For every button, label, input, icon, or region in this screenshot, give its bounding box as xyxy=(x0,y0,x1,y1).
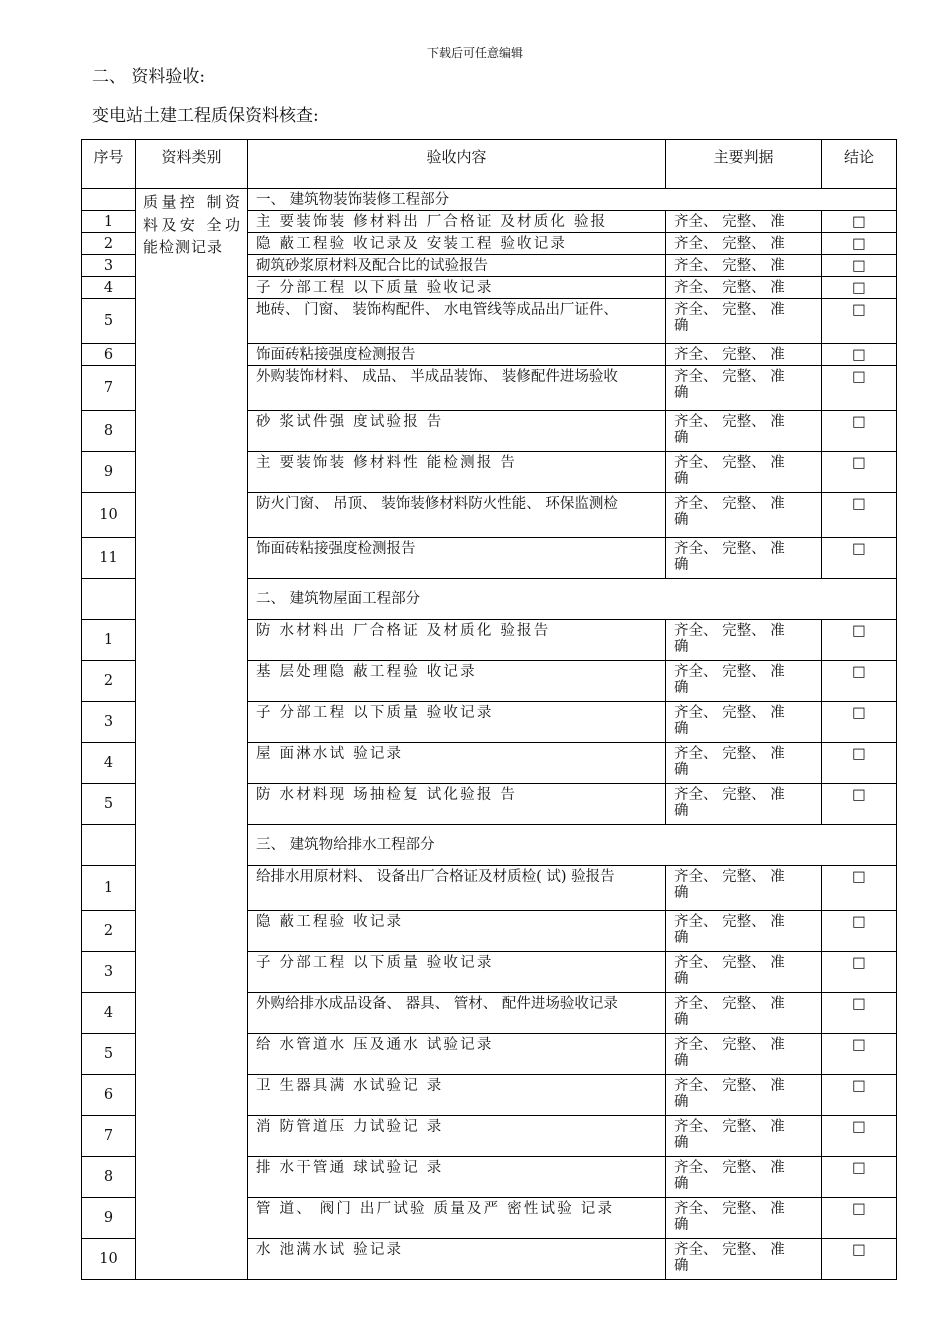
row-content: 管 道、 阀门 出厂试验 质量及严 密性试验 记录 xyxy=(248,1198,666,1239)
row-content: 地砖、 门窗、 装饰构配件、 水电管线等成品出厂证件、 xyxy=(248,299,666,344)
row-number: 1 xyxy=(82,211,136,233)
row-number xyxy=(82,579,136,620)
conclusion-checkbox[interactable]: □ xyxy=(822,1157,897,1198)
row-criteria: 齐全、 完整、 准 确 xyxy=(666,1157,822,1198)
row-criteria: 齐全、 完整、 准 xyxy=(666,255,822,277)
conclusion-checkbox[interactable]: □ xyxy=(822,743,897,784)
row-number: 9 xyxy=(82,452,136,493)
header-conclusion: 结论 xyxy=(822,140,897,189)
row-criteria: 齐全、 完整、 准 确 xyxy=(666,911,822,952)
section-title: 一、 建筑物装饰装修工程部分 xyxy=(248,189,897,211)
row-content: 隐 蔽工程验 收记录 xyxy=(248,911,666,952)
row-criteria: 齐全、 完整、 准 确 xyxy=(666,1198,822,1239)
row-content: 排 水干管通 球试验记 录 xyxy=(248,1157,666,1198)
header-criteria: 主要判据 xyxy=(666,140,822,189)
row-number: 6 xyxy=(82,1075,136,1116)
row-content: 饰面砖粘接强度检测报告 xyxy=(248,538,666,579)
conclusion-checkbox[interactable]: □ xyxy=(822,538,897,579)
row-criteria: 齐全、 完整、 准 确 xyxy=(666,952,822,993)
header-category: 资料类别 xyxy=(136,140,248,189)
row-content: 消 防管道压 力试验记 录 xyxy=(248,1116,666,1157)
row-number xyxy=(82,189,136,211)
row-number: 4 xyxy=(82,993,136,1034)
conclusion-checkbox[interactable]: □ xyxy=(822,993,897,1034)
section-row xyxy=(82,189,897,211)
row-criteria: 齐全、 完整、 准 确 xyxy=(666,1239,822,1280)
row-content: 子 分部工程 以下质量 验收记录 xyxy=(248,702,666,743)
conclusion-checkbox[interactable]: □ xyxy=(822,299,897,344)
section-title: 三、 建筑物给排水工程部分 xyxy=(248,825,897,866)
conclusion-checkbox[interactable]: □ xyxy=(822,1075,897,1116)
row-criteria: 齐全、 完整、 准 确 xyxy=(666,538,822,579)
row-content: 给排水用原材料、 设备出厂合格证及材质检( 试) 验报告 xyxy=(248,866,666,911)
table-body xyxy=(82,140,897,1280)
table-header-row xyxy=(82,140,897,189)
conclusion-checkbox[interactable]: □ xyxy=(822,911,897,952)
row-number: 4 xyxy=(82,743,136,784)
row-criteria: 齐全、 完整、 准 确 xyxy=(666,784,822,825)
row-number: 9 xyxy=(82,1198,136,1239)
category-cell: 质量控 制资料及安 全功能检测记录 xyxy=(136,189,248,1280)
conclusion-checkbox[interactable]: □ xyxy=(822,1034,897,1075)
row-number: 3 xyxy=(82,702,136,743)
row-content: 防 水材料出 厂合格证 及材质化 验报告 xyxy=(248,620,666,661)
row-number: 10 xyxy=(82,1239,136,1280)
row-criteria: 齐全、 完整、 准 确 xyxy=(666,366,822,411)
header-content: 验收内容 xyxy=(248,140,666,189)
row-criteria: 齐全、 完整、 准 确 xyxy=(666,452,822,493)
table-title: 变电站土建工程质保资料核查: xyxy=(92,106,319,126)
row-number: 3 xyxy=(82,952,136,993)
row-criteria: 齐全、 完整、 准 确 xyxy=(666,411,822,452)
header-no: 序号 xyxy=(82,140,136,189)
row-criteria: 齐全、 完整、 准 确 xyxy=(666,1075,822,1116)
row-number: 5 xyxy=(82,1034,136,1075)
row-criteria: 齐全、 完整、 准 确 xyxy=(666,661,822,702)
row-content: 子 分部工程 以下质量 验收记录 xyxy=(248,952,666,993)
section-heading: 二、 资料验收: xyxy=(92,67,206,87)
conclusion-checkbox[interactable]: □ xyxy=(822,344,897,366)
row-number: 3 xyxy=(82,255,136,277)
conclusion-checkbox[interactable]: □ xyxy=(822,452,897,493)
conclusion-checkbox[interactable]: □ xyxy=(822,211,897,233)
row-content: 子 分部工程 以下质量 验收记录 xyxy=(248,277,666,299)
row-number: 4 xyxy=(82,277,136,299)
row-number: 5 xyxy=(82,299,136,344)
conclusion-checkbox[interactable]: □ xyxy=(822,702,897,743)
row-number: 1 xyxy=(82,620,136,661)
row-content: 外购给排水成品设备、 器具、 管材、 配件进场验收记录 xyxy=(248,993,666,1034)
row-criteria: 齐全、 完整、 准 确 xyxy=(666,993,822,1034)
row-content: 主 要装饰装 修材料出 厂合格证 及材质化 验报 xyxy=(248,211,666,233)
row-content: 防 水材料现 场抽检复 试化验报 告 xyxy=(248,784,666,825)
conclusion-checkbox[interactable]: □ xyxy=(822,661,897,702)
row-criteria: 齐全、 完整、 准 确 xyxy=(666,743,822,784)
row-content: 主 要装饰装 修材料性 能检测报 告 xyxy=(248,452,666,493)
row-criteria: 齐全、 完整、 准 xyxy=(666,277,822,299)
row-number xyxy=(82,825,136,866)
row-content: 基 层处理隐 蔽工程验 收记录 xyxy=(248,661,666,702)
row-number: 7 xyxy=(82,366,136,411)
conclusion-checkbox[interactable]: □ xyxy=(822,493,897,538)
row-number: 5 xyxy=(82,784,136,825)
row-criteria: 齐全、 完整、 准 确 xyxy=(666,702,822,743)
conclusion-checkbox[interactable]: □ xyxy=(822,784,897,825)
row-number: 8 xyxy=(82,411,136,452)
row-criteria: 齐全、 完整、 准 xyxy=(666,233,822,255)
row-criteria: 齐全、 完整、 准 确 xyxy=(666,866,822,911)
row-criteria: 齐全、 完整、 准 xyxy=(666,344,822,366)
conclusion-checkbox[interactable]: □ xyxy=(822,1198,897,1239)
row-criteria: 齐全、 完整、 准 确 xyxy=(666,620,822,661)
row-content: 给 水管道水 压及通水 试验记录 xyxy=(248,1034,666,1075)
row-criteria: 齐全、 完整、 准 确 xyxy=(666,1116,822,1157)
section-title: 二、 建筑物屋面工程部分 xyxy=(248,579,897,620)
row-number: 2 xyxy=(82,911,136,952)
row-number: 1 xyxy=(82,866,136,911)
conclusion-checkbox[interactable]: □ xyxy=(822,411,897,452)
row-number: 2 xyxy=(82,661,136,702)
inspection-table xyxy=(81,139,897,1280)
row-criteria: 齐全、 完整、 准 确 xyxy=(666,1034,822,1075)
row-number: 7 xyxy=(82,1116,136,1157)
row-criteria: 齐全、 完整、 准 确 xyxy=(666,493,822,538)
row-content: 隐 蔽工程验 收记录及 安装工程 验收记录 xyxy=(248,233,666,255)
row-number: 8 xyxy=(82,1157,136,1198)
conclusion-checkbox[interactable]: □ xyxy=(822,1239,897,1280)
row-number: 6 xyxy=(82,344,136,366)
conclusion-checkbox[interactable]: □ xyxy=(822,233,897,255)
row-content: 外购装饰材料、 成品、 半成品装饰、 装修配件进场验收 xyxy=(248,366,666,411)
row-content: 屋 面淋水试 验记录 xyxy=(248,743,666,784)
conclusion-checkbox[interactable]: □ xyxy=(822,952,897,993)
conclusion-checkbox[interactable]: □ xyxy=(822,366,897,411)
conclusion-checkbox[interactable]: □ xyxy=(822,620,897,661)
row-criteria: 齐全、 完整、 准 xyxy=(666,211,822,233)
row-content: 防火门窗、 吊顶、 装饰装修材料防火性能、 环保监测检 xyxy=(248,493,666,538)
conclusion-checkbox[interactable]: □ xyxy=(822,255,897,277)
conclusion-checkbox[interactable]: □ xyxy=(822,866,897,911)
row-content: 水 池满水试 验记录 xyxy=(248,1239,666,1280)
row-criteria: 齐全、 完整、 准 确 xyxy=(666,299,822,344)
row-content: 砂 浆试件强 度试验报 告 xyxy=(248,411,666,452)
row-content: 砌筑砂浆原材料及配合比的试验报告 xyxy=(248,255,666,277)
row-number: 10 xyxy=(82,493,136,538)
conclusion-checkbox[interactable]: □ xyxy=(822,277,897,299)
row-content: 饰面砖粘接强度检测报告 xyxy=(248,344,666,366)
page-watermark: 下载后可任意编辑 xyxy=(426,46,523,60)
row-number: 11 xyxy=(82,538,136,579)
row-number: 2 xyxy=(82,233,136,255)
row-content: 卫 生器具满 水试验记 录 xyxy=(248,1075,666,1116)
conclusion-checkbox[interactable]: □ xyxy=(822,1116,897,1157)
